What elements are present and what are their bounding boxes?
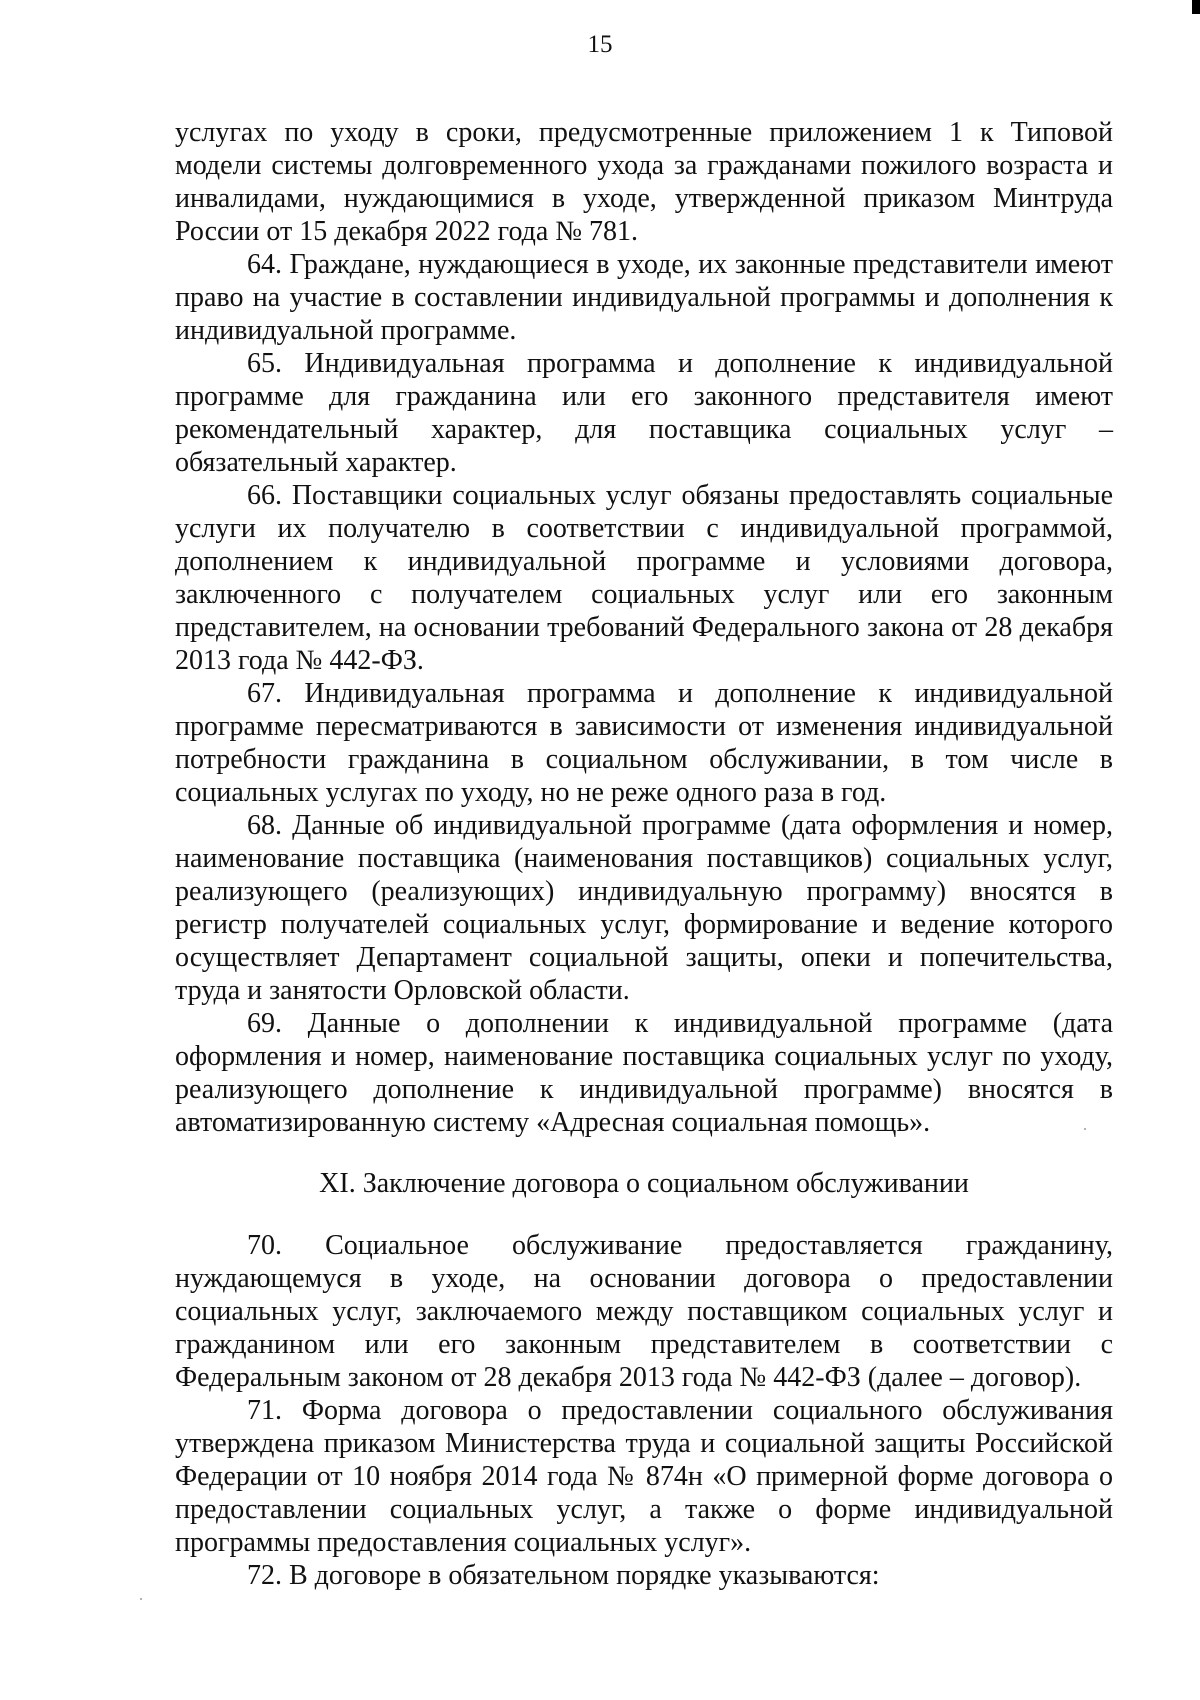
paragraph-65: 65. Индивидуальная программа и дополнение к индивидуальной программе для гражданина или его законного представителя имеют рекомендательный характер, для поставщика социальных услуг – обязательный характер. bbox=[175, 348, 1113, 478]
section-heading: XI. Заключение договора о социальном обслуживании bbox=[319, 1168, 969, 1199]
paragraph-72: 72. В договоре в обязательном порядке указываются: bbox=[247, 1560, 880, 1591]
scan-speck bbox=[140, 1598, 142, 1600]
scan-corner-mark bbox=[1192, 0, 1200, 14]
paragraph-70: 70. Социальное обслуживание предоставляется гражданину, нуждающемуся в уходе, на основании договора о предоставлении социальных услуг, заключаемого между поставщиком социальных услуг и гражданином или его законным представителем в соответствии с Федеральным законом от 28 декабря 2013 года № 442-ФЗ (далее – договор). bbox=[175, 1230, 1113, 1393]
paragraph-68: 68. Данные об индивидуальной программе (дата оформления и номер, наименование поставщика (наименования поставщиков) социальных услуг, реализующего (реализующих) индивидуальную программу) вносятся в регистр получателей социальных услуг, формирование и ведение которого осуществляет Департамент социальной защиты, опеки и попечительства, труда и занятости Орловской области. bbox=[175, 810, 1113, 1006]
document-body bbox=[175, 116, 1113, 1592]
paragraph-67: 67. Индивидуальная программа и дополнение к индивидуальной программе пересматриваются в зависимости от изменения индивидуальной потребности гражданина в социальном обслуживании, в том числе в социальных услугах по уходу, но не реже одного раза в год. bbox=[175, 678, 1113, 808]
paragraph-69: 69. Данные о дополнении к индивидуальной программе (дата оформления и номер, наименование поставщика социальных услуг по уходу, реализующего дополнение к индивидуальной программе) вносятся в автоматизированную систему «Адресная социальная помощь». bbox=[175, 1008, 1113, 1138]
page-number: 15 bbox=[587, 31, 613, 58]
paragraph-66: 66. Поставщики социальных услуг обязаны предоставлять социальные услуги их получателю в соответствии с индивидуальной программой, дополнением к индивидуальной программе и условиями договора, заключенного с получателем социальных услуг или его законным представителем, на основании требований Федерального закона от 28 декабря 2013 года № 442-ФЗ. bbox=[175, 480, 1113, 676]
paragraph-71: 71. Форма договора о предоставлении социального обслуживания утверждена приказом Министерства труда и социальной защиты Российской Федерации от 10 ноября 2014 года № 874н «О примерной форме договора о предоставлении социальных услуг, а также о форме индивидуальной программы предоставления социальных услуг». bbox=[175, 1395, 1113, 1558]
paragraph-64: 64. Граждане, нуждающиеся в уходе, их законные представители имеют право на участие в составлении индивидуальной программы и дополнения к индивидуальной программе. bbox=[175, 249, 1113, 346]
paragraph-continuation: услугах по уходу в сроки, предусмотренные приложением 1 к Типовой модели системы долговременного ухода за гражданами пожилого возраста и инвалидами, нуждающимися в уходе, утвержденной приказом Минтруда России от 15 декабря 2022 года № 781. bbox=[175, 117, 1113, 247]
